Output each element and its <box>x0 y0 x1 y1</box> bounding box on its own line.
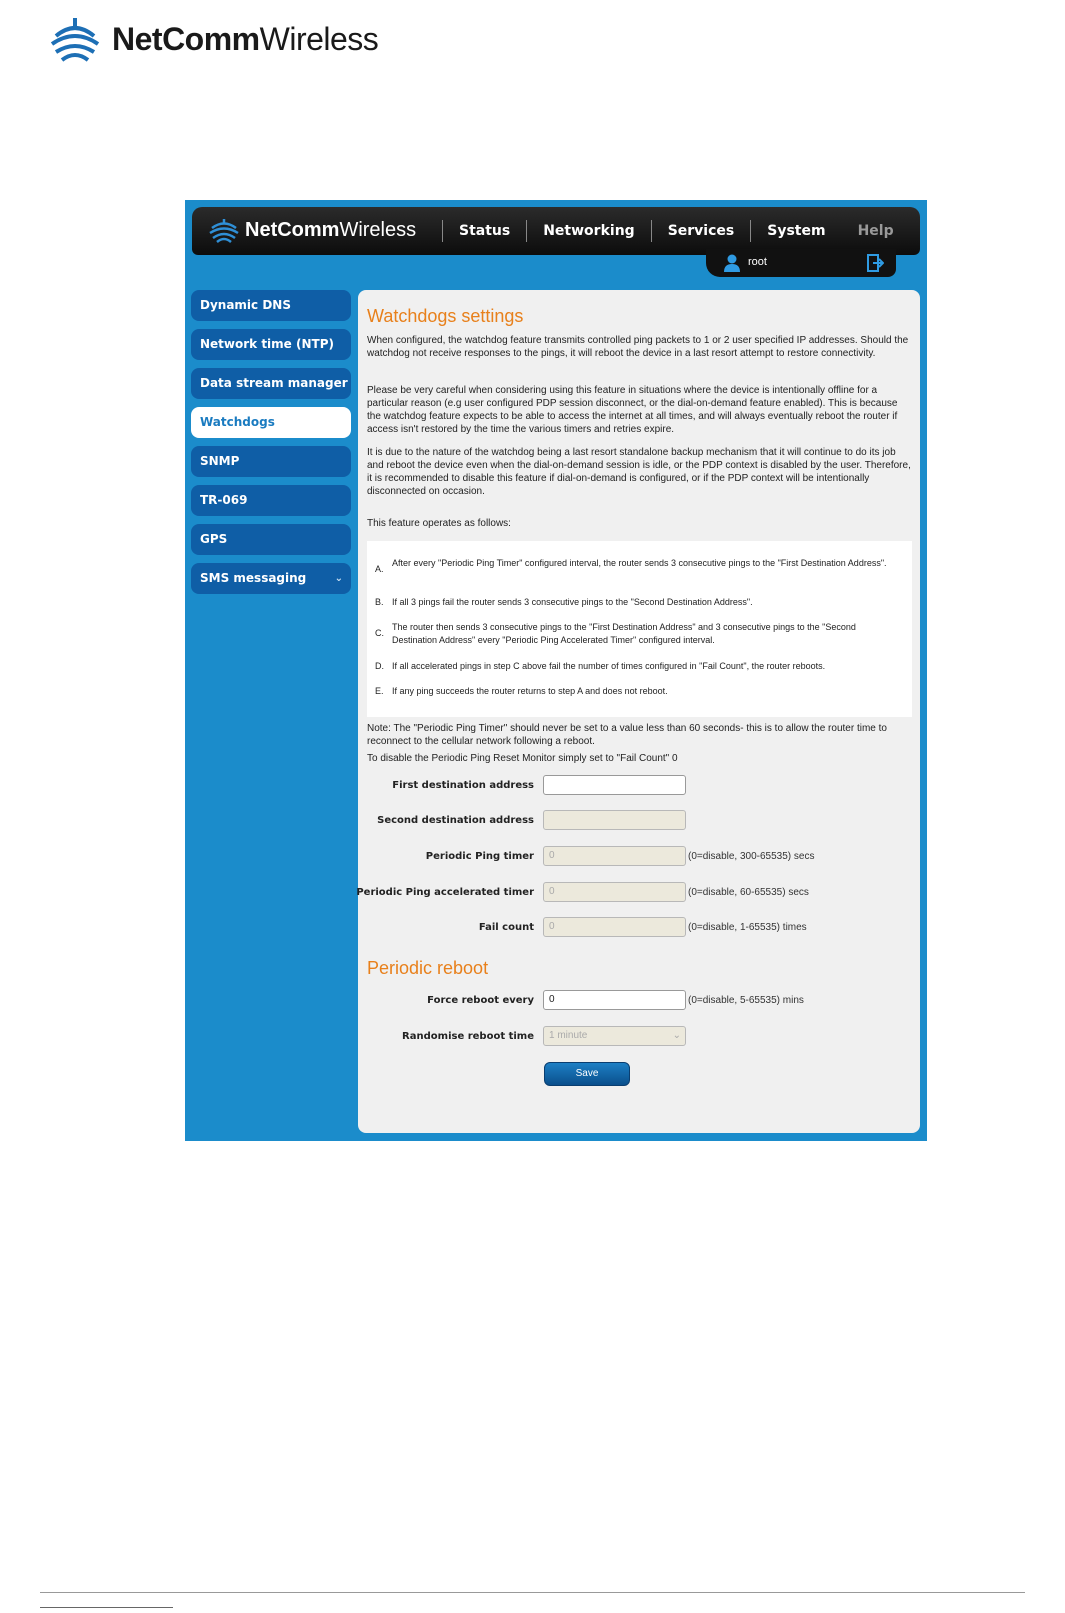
accelerated-timer-row <box>358 882 920 904</box>
app-brand-bold: NetComm <box>245 218 340 241</box>
sidebar-item-dynamic-dns[interactable]: Dynamic DNS <box>191 290 351 321</box>
fail-count-hint: (0=disable, 1-65535) times <box>688 922 807 933</box>
description-paragraph-2: Please be very careful when considering using this feature in situations where the device is intentionally offline for a particular reason (e.g user configured PDP session disconnect, or the dial-on-demand feature enabled). This is because the watchdog feature expects to be able to access the internet at all times, and will always eventually reboot the router if access isn't restored by the time the various timers and retries expire. <box>367 385 898 435</box>
second-destination-input[interactable] <box>543 810 686 830</box>
doc-brand-bold: NetComm <box>112 20 260 57</box>
second-destination-label: Second destination address <box>377 815 534 826</box>
sidebar-item-tr069[interactable]: TR-069 <box>191 485 351 516</box>
chevron-down-icon: ⌄ <box>672 1030 681 1041</box>
router-ui-screenshot <box>185 200 927 1141</box>
randomise-reboot-value: 1 minute <box>549 1030 588 1041</box>
main-panel <box>358 290 920 1133</box>
wifi-logo-icon <box>208 217 240 243</box>
force-reboot-row <box>358 990 920 1012</box>
sidebar-item-ntp[interactable]: Network time (NTP) <box>191 329 351 360</box>
fail-count-input[interactable]: 0 <box>543 917 686 937</box>
nav-services[interactable]: Services <box>667 223 735 239</box>
ping-timer-hint: (0=disable, 300-65535) secs <box>688 851 815 862</box>
nav-status[interactable]: Status <box>459 223 511 239</box>
logout-icon[interactable] <box>866 253 884 273</box>
nav-system[interactable]: System <box>767 223 826 239</box>
sidebar-item-watchdogs[interactable]: Watchdogs <box>191 407 351 438</box>
user-bar <box>706 249 896 277</box>
first-destination-row <box>358 775 920 797</box>
nav-networking[interactable]: Networking <box>543 223 635 239</box>
ping-timer-row <box>358 846 920 868</box>
description-paragraph-3: It is due to the nature of the watchdog being a last resort standalone backup mechanism that it will continue to do its job and reboot the device even when the dial-on-demand session is idle, or the PDP context is disabled by the user. Therefore, it is recommended to disable this feature if dial-on-demand is configured, or if the PDP context will be intentionally disconnected on occasion. <box>367 447 911 497</box>
sidebar-menu <box>191 290 351 602</box>
first-destination-input[interactable] <box>543 775 686 795</box>
first-destination-label: First destination address <box>392 780 534 791</box>
save-button[interactable]: Save <box>544 1062 630 1086</box>
accelerated-timer-label: Periodic Ping accelerated timer <box>356 887 534 898</box>
note-text: Note: The "Periodic Ping Timer" should never be set to a value less than 60 seconds- this is to allow the router time to reconnect to the cellular network following a reboot. <box>367 723 887 747</box>
sidebar-item-snmp[interactable]: SNMP <box>191 446 351 477</box>
description-paragraph-1: When configured, the watchdog feature transmits controlled ping packets to 1 or 2 user specified IP addresses. Should the watchdog not receive responses to the pings, it will reboot the device in a last resort attempt to restore connectivity. <box>367 335 909 359</box>
force-reboot-label: Force reboot every <box>427 995 534 1006</box>
randomise-reboot-select[interactable] <box>543 1026 686 1046</box>
force-reboot-input[interactable]: 0 <box>543 990 686 1010</box>
app-logo[interactable] <box>208 217 416 243</box>
force-reboot-hint: (0=disable, 5-65535) mins <box>688 995 804 1006</box>
sms-messaging-label: SMS messaging <box>200 571 307 585</box>
nav-help[interactable]: Help <box>857 223 894 239</box>
randomise-reboot-label: Randomise reboot time <box>402 1031 534 1042</box>
username: root <box>748 256 767 268</box>
description-paragraph-4: This feature operates as follows: <box>367 518 511 529</box>
sidebar-item-sms-messaging[interactable] <box>191 563 351 594</box>
user-icon <box>724 254 740 272</box>
second-destination-row <box>358 810 920 832</box>
footer-short-divider <box>40 1607 173 1608</box>
ping-timer-label: Periodic Ping timer <box>425 851 534 862</box>
top-navigation-bar <box>192 207 920 255</box>
doc-brand-light: Wireless <box>259 20 379 57</box>
disable-text: To disable the Periodic Ping Reset Monitor simply set to "Fail Count" 0 <box>367 753 678 764</box>
chevron-down-icon: ⌄ <box>334 573 343 584</box>
periodic-reboot-title: Periodic reboot <box>367 958 489 978</box>
main-nav <box>442 207 910 255</box>
accelerated-timer-input[interactable]: 0 <box>543 882 686 902</box>
app-brand-light: Wireless <box>339 218 417 241</box>
steps-list: A. After every "Periodic Ping Timer" configured interval, the router sends 3 consecutive pings to the "First Destination Address". B. If all 3 pings fail the router sends 3 consecutive pings to the "Second Destination Address". C. The router then sends 3 consecutive pings to the "First Destination Address" and 3 consecutive pings to the "Second Destination Address" every "Periodic Ping Accelerated Timer" configured interval. D. If all accelerated pings in step C above fail the number of times configured in "Fail Count", the router reboots. E. If any ping succeeds the router returns to step A and does not reboot. <box>367 541 912 717</box>
accelerated-timer-hint: (0=disable, 60-65535) secs <box>688 887 809 898</box>
document-logo <box>48 14 378 64</box>
fail-count-label: Fail count <box>478 922 534 933</box>
sidebar-item-data-stream-manager[interactable]: Data stream manager <box>191 368 351 399</box>
ping-timer-input[interactable]: 0 <box>543 846 686 866</box>
footer-divider <box>40 1592 1025 1593</box>
sidebar-item-gps[interactable]: GPS <box>191 524 351 555</box>
randomise-reboot-row <box>358 1026 920 1048</box>
page-title: Watchdogs settings <box>367 306 524 326</box>
fail-count-row <box>358 917 920 939</box>
wifi-logo-icon <box>48 14 102 64</box>
